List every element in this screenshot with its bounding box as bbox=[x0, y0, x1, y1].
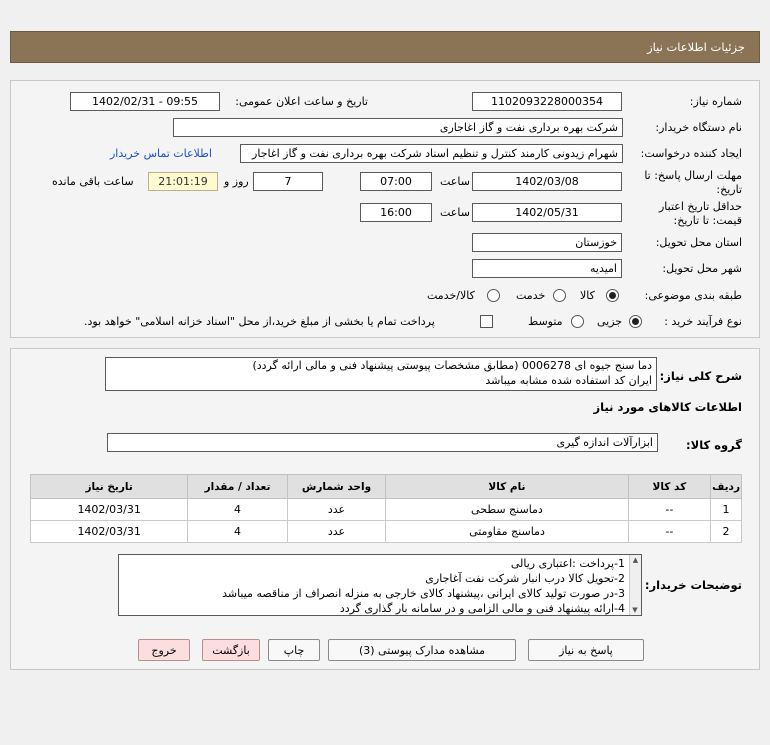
col-code: کد کالا bbox=[628, 475, 710, 499]
cell-name: دماسنج مقاومتی bbox=[386, 521, 628, 543]
category-service-radio[interactable] bbox=[553, 289, 566, 302]
cell-date: 1402/03/31 bbox=[31, 521, 188, 543]
buyer-notes-label: توضیحات خریدار: bbox=[644, 578, 742, 592]
validity-time-label: ساعت bbox=[440, 206, 470, 219]
cell-qty: 4 bbox=[188, 521, 287, 543]
validity-label-2: قیمت: تا تاریخ: bbox=[673, 214, 742, 227]
col-row: ردیف bbox=[711, 475, 742, 499]
contact-buyer-link[interactable]: اطلاعات تماس خریدار bbox=[110, 147, 212, 160]
buyer-field[interactable]: شرکت بهره برداری نفت و گاز اغاجاری bbox=[173, 118, 623, 137]
deadline-date-field[interactable]: 1402/03/08 bbox=[472, 172, 622, 191]
col-unit: واحد شمارش bbox=[287, 475, 386, 499]
need-number-field[interactable]: 1102093228000354 bbox=[472, 92, 622, 111]
days-field[interactable]: 7 bbox=[253, 172, 323, 191]
deadline-label-1: مهلت ارسال پاسخ: تا bbox=[644, 169, 742, 182]
table-row[interactable] bbox=[31, 521, 742, 543]
city-label: شهر محل تحویل: bbox=[662, 262, 742, 275]
cell-row: 2 bbox=[711, 521, 742, 543]
remaining-time-field: 21:01:19 bbox=[148, 172, 218, 191]
deadline-time-field[interactable]: 07:00 bbox=[360, 172, 432, 191]
cell-code: -- bbox=[628, 499, 710, 521]
buyer-notes-box[interactable] bbox=[118, 554, 642, 616]
col-date: تاریخ نیاز bbox=[31, 475, 188, 499]
cell-date: 1402/03/31 bbox=[31, 499, 188, 521]
remaining-label: ساعت باقی مانده bbox=[52, 175, 134, 188]
scroll-up-icon[interactable]: ▲ bbox=[632, 556, 639, 564]
province-label: استان محل تحویل: bbox=[655, 236, 742, 249]
cell-unit: عدد bbox=[287, 521, 386, 543]
category-goods-radio[interactable] bbox=[606, 289, 619, 302]
cell-code: -- bbox=[628, 521, 710, 543]
need-number-label: شماره نیاز: bbox=[689, 95, 742, 108]
exit-button[interactable]: خروج bbox=[138, 639, 190, 661]
description-field[interactable]: دما سنج جیوه ای 0006278 (مطابق مشخصات پیوستی پیشنهاد فنی و مالی ارائه گردد) ایران کد استفاده شده مشابه میباشد bbox=[105, 357, 657, 391]
cell-unit: عدد bbox=[287, 499, 386, 521]
buyer-notes-scrollbar[interactable] bbox=[629, 555, 641, 615]
process-medium-radio[interactable] bbox=[571, 315, 584, 328]
deadline-label-2: تاریخ: bbox=[716, 183, 742, 196]
treasury-checkbox[interactable] bbox=[480, 315, 493, 328]
validity-label-1: حداقل تاریخ اعتبار bbox=[658, 200, 742, 213]
days-label: روز و bbox=[224, 175, 249, 188]
announce-field[interactable]: 1402/02/31 - 09:55 bbox=[70, 92, 220, 111]
process-medium-label: متوسط bbox=[528, 315, 563, 328]
goods-table bbox=[30, 474, 742, 543]
category-goods-service-label: کالا/خدمت bbox=[427, 289, 475, 302]
page-title: جزئیات اطلاعات نیاز bbox=[10, 31, 760, 63]
category-goods-label: کالا bbox=[580, 289, 595, 302]
process-minor-radio[interactable] bbox=[629, 315, 642, 328]
reply-button[interactable]: پاسخ به نیاز bbox=[528, 639, 644, 661]
category-label: طبقه بندی موضوعی: bbox=[644, 289, 742, 302]
buyer-notes-text: 1-پرداخت :اعتباری ریالی 2-تحویل کالا درب انبار شرکت نفت آغاجاری 3-در صورت تولید کالای ایرانی ،پیشنهاد کالای خارجی به منزله انصراف از مناقصه میباشد 4-ارائه پیشنهاد فنی و مالی الزامی و در سامانه بار گذاری گردد bbox=[222, 557, 625, 615]
cell-qty: 4 bbox=[188, 499, 287, 521]
announce-label: تاریخ و ساعت اعلان عمومی: bbox=[235, 95, 368, 108]
province-field[interactable]: خوزستان bbox=[472, 233, 622, 252]
print-button[interactable]: چاپ bbox=[268, 639, 320, 661]
col-name: نام کالا bbox=[386, 475, 628, 499]
description-label: شرح کلی نیاز: bbox=[659, 369, 742, 383]
view-attachments-button[interactable]: مشاهده مدارک پیوستی (3) bbox=[328, 639, 516, 661]
category-goods-service-radio[interactable] bbox=[487, 289, 500, 302]
deadline-time-label: ساعت bbox=[440, 175, 470, 188]
payment-note: پرداخت تمام یا بخشی از مبلغ خرید،از محل "اسناد خزانه اسلامی" خواهد بود. bbox=[84, 315, 435, 328]
category-service-label: خدمت bbox=[516, 289, 546, 302]
process-minor-label: جزیی bbox=[597, 315, 623, 328]
buyer-label: نام دستگاه خریدار: bbox=[655, 121, 742, 134]
col-qty: تعداد / مقدار bbox=[188, 475, 287, 499]
scroll-down-icon[interactable]: ▼ bbox=[632, 606, 638, 614]
back-button[interactable]: بازگشت bbox=[202, 639, 260, 661]
cell-name: دماسنج سطحی bbox=[386, 499, 628, 521]
table-header-row bbox=[31, 475, 742, 499]
goods-group-field[interactable]: ابزارآلات اندازه گیری bbox=[107, 433, 658, 452]
goods-group-label: گروه کالا: bbox=[686, 438, 742, 452]
city-field[interactable]: امیدیه bbox=[472, 259, 622, 278]
process-label: نوع فرآیند خرید : bbox=[664, 315, 742, 328]
table-row[interactable] bbox=[31, 499, 742, 521]
validity-date-field[interactable]: 1402/05/31 bbox=[472, 203, 622, 222]
creator-field[interactable]: شهرام زیدونی کارمند کنترل و تنظیم اسناد شرکت بهره برداری نفت و گاز اغاجار bbox=[240, 144, 623, 163]
cell-row: 1 bbox=[711, 499, 742, 521]
creator-label: ایجاد کننده درخواست: bbox=[640, 147, 742, 160]
goods-section-title: اطلاعات کالاهای مورد نیاز bbox=[593, 400, 742, 414]
validity-time-field[interactable]: 16:00 bbox=[360, 203, 432, 222]
